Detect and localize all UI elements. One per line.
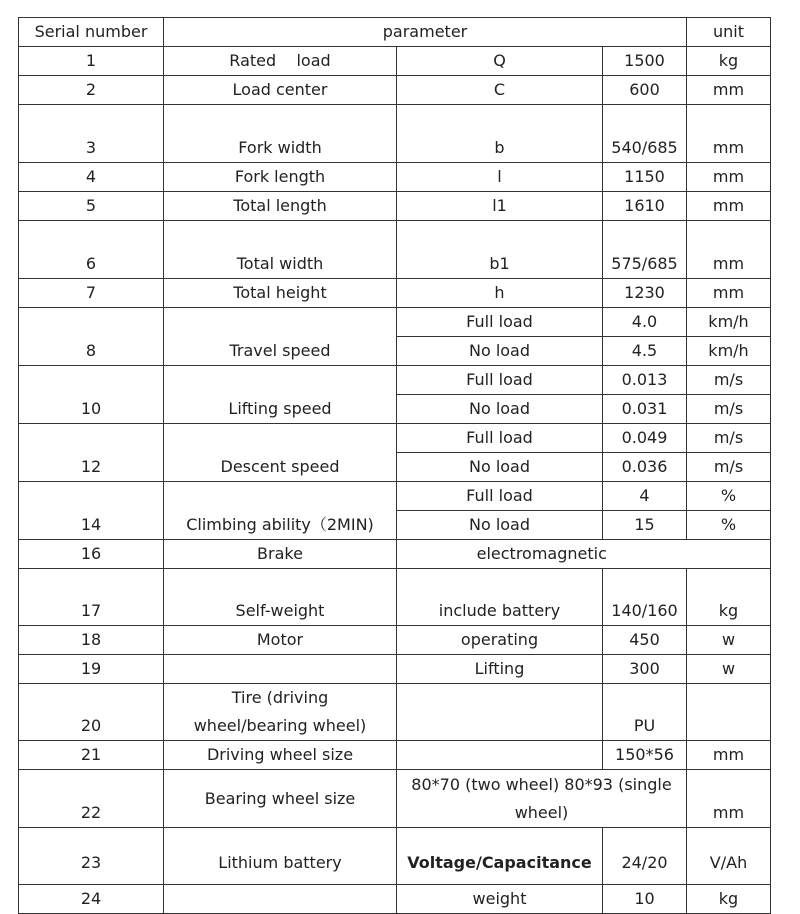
header-parameter: parameter [164, 18, 687, 47]
table-row [19, 741, 771, 770]
serial-cell: 8 [19, 308, 164, 366]
param-name-cell: Total height [164, 279, 397, 308]
value-cell: 15 [603, 511, 687, 540]
unit-cell: m/s [687, 424, 771, 453]
unit-cell: km/h [687, 308, 771, 337]
condition-cell: Full load [397, 482, 603, 511]
serial-cell: 6 [19, 221, 164, 279]
value-cell: electromagnetic [397, 540, 687, 569]
unit-cell: m/s [687, 453, 771, 482]
value-cell: 140/160 [603, 569, 687, 626]
serial-cell: 14 [19, 482, 164, 540]
spec-table [18, 17, 771, 914]
unit-cell: % [687, 482, 771, 511]
value-cell: 575/685 [603, 221, 687, 279]
serial-cell: 1 [19, 47, 164, 76]
header-serial: Serial number [19, 18, 164, 47]
value-cell: 450 [603, 626, 687, 655]
table-row [19, 569, 771, 626]
param-name-cell: Lithium battery [164, 828, 397, 885]
param-name-cell: Fork width [164, 105, 397, 163]
unit-cell: % [687, 511, 771, 540]
unit-cell: mm [687, 105, 771, 163]
serial-cell: 5 [19, 192, 164, 221]
value-cell: 4 [603, 482, 687, 511]
table-row [19, 540, 771, 569]
symbol-cell: b1 [397, 221, 603, 279]
unit-cell: mm [687, 192, 771, 221]
param-name-cell: Self-weight [164, 569, 397, 626]
value-cell: 4.5 [603, 337, 687, 366]
table-row [19, 163, 771, 192]
unit-cell: mm [687, 76, 771, 105]
param-name-cell: Driving wheel size [164, 741, 397, 770]
table-row [19, 366, 771, 395]
value-cell: 0.036 [603, 453, 687, 482]
serial-cell: 21 [19, 741, 164, 770]
symbol-cell: Q [397, 47, 603, 76]
symbol-cell [397, 741, 603, 770]
header-row [19, 18, 771, 47]
unit-cell: V/Ah [687, 828, 771, 885]
serial-cell: 23 [19, 828, 164, 885]
value-cell: 1150 [603, 163, 687, 192]
param-name-cell: Total length [164, 192, 397, 221]
table-row [19, 279, 771, 308]
symbol-cell: weight [397, 885, 603, 914]
unit-cell: kg [687, 569, 771, 626]
param-name-cell [164, 655, 397, 684]
unit-cell [687, 540, 771, 569]
serial-cell: 3 [19, 105, 164, 163]
symbol-cell: l [397, 163, 603, 192]
serial-cell: 16 [19, 540, 164, 569]
table-row [19, 626, 771, 655]
symbol-cell: include battery [397, 569, 603, 626]
condition-cell: No load [397, 511, 603, 540]
serial-cell: 19 [19, 655, 164, 684]
value-cell: 80*70 (two wheel) 80*93 (single wheel) [397, 770, 687, 828]
param-name-cell: Tire (driving wheel/bearing wheel) [164, 684, 397, 741]
table-row [19, 885, 771, 914]
table-row [19, 105, 771, 163]
table-row [19, 655, 771, 684]
param-name-cell: Motor [164, 626, 397, 655]
value-cell: 600 [603, 76, 687, 105]
table-row [19, 482, 771, 511]
unit-cell: m/s [687, 366, 771, 395]
serial-cell: 2 [19, 76, 164, 105]
param-name-cell: Travel speed [164, 308, 397, 366]
condition-cell: Full load [397, 366, 603, 395]
value-cell: 300 [603, 655, 687, 684]
unit-cell: w [687, 655, 771, 684]
symbol-cell: Lifting [397, 655, 603, 684]
value-cell: 1610 [603, 192, 687, 221]
param-name-cell: Rated load [164, 47, 397, 76]
condition-cell: Full load [397, 424, 603, 453]
table-row [19, 192, 771, 221]
table-row [19, 47, 771, 76]
table-row [19, 424, 771, 453]
serial-cell: 20 [19, 684, 164, 741]
unit-cell: kg [687, 885, 771, 914]
symbol-cell: C [397, 76, 603, 105]
value-cell: 0.049 [603, 424, 687, 453]
unit-cell: mm [687, 741, 771, 770]
value-cell: PU [603, 684, 687, 741]
table-row [19, 828, 771, 885]
serial-cell: 7 [19, 279, 164, 308]
serial-cell: 10 [19, 366, 164, 424]
symbol-cell [397, 684, 603, 741]
symbol-cell: operating [397, 626, 603, 655]
param-name-cell: Load center [164, 76, 397, 105]
unit-cell: mm [687, 163, 771, 192]
param-name-cell: Fork length [164, 163, 397, 192]
symbol-cell: b [397, 105, 603, 163]
param-name-cell: Total width [164, 221, 397, 279]
table-row [19, 308, 771, 337]
unit-cell: kg [687, 47, 771, 76]
symbol-cell: l1 [397, 192, 603, 221]
table-row [19, 770, 771, 828]
value-cell: 24/20 [603, 828, 687, 885]
param-name-cell: Descent speed [164, 424, 397, 482]
param-name-cell [164, 885, 397, 914]
value-cell: 150*56 [603, 741, 687, 770]
unit-cell: w [687, 626, 771, 655]
condition-cell: Full load [397, 308, 603, 337]
unit-cell [687, 684, 771, 741]
header-unit: unit [687, 18, 771, 47]
serial-cell: 17 [19, 569, 164, 626]
param-name-cell: Lifting speed [164, 366, 397, 424]
serial-cell: 22 [19, 770, 164, 828]
unit-cell: m/s [687, 395, 771, 424]
value-cell: 0.013 [603, 366, 687, 395]
condition-cell: No load [397, 453, 603, 482]
value-cell: 0.031 [603, 395, 687, 424]
serial-cell: 24 [19, 885, 164, 914]
param-name-cell: Brake [164, 540, 397, 569]
unit-cell: mm [687, 770, 771, 828]
unit-cell: mm [687, 221, 771, 279]
value-cell: 10 [603, 885, 687, 914]
value-cell: 1230 [603, 279, 687, 308]
param-name-cell: Bearing wheel size [164, 770, 397, 828]
serial-cell: 18 [19, 626, 164, 655]
serial-cell: 4 [19, 163, 164, 192]
unit-cell: mm [687, 279, 771, 308]
table-row [19, 684, 771, 741]
value-cell: 4.0 [603, 308, 687, 337]
value-cell: 1500 [603, 47, 687, 76]
serial-cell: 12 [19, 424, 164, 482]
unit-cell: km/h [687, 337, 771, 366]
symbol-cell: Voltage/Capacitance [397, 828, 603, 885]
value-cell: 540/685 [603, 105, 687, 163]
symbol-cell: h [397, 279, 603, 308]
condition-cell: No load [397, 395, 603, 424]
table-row [19, 221, 771, 279]
param-name-cell: Climbing ability（2MIN) [164, 482, 397, 540]
table-row [19, 76, 771, 105]
condition-cell: No load [397, 337, 603, 366]
